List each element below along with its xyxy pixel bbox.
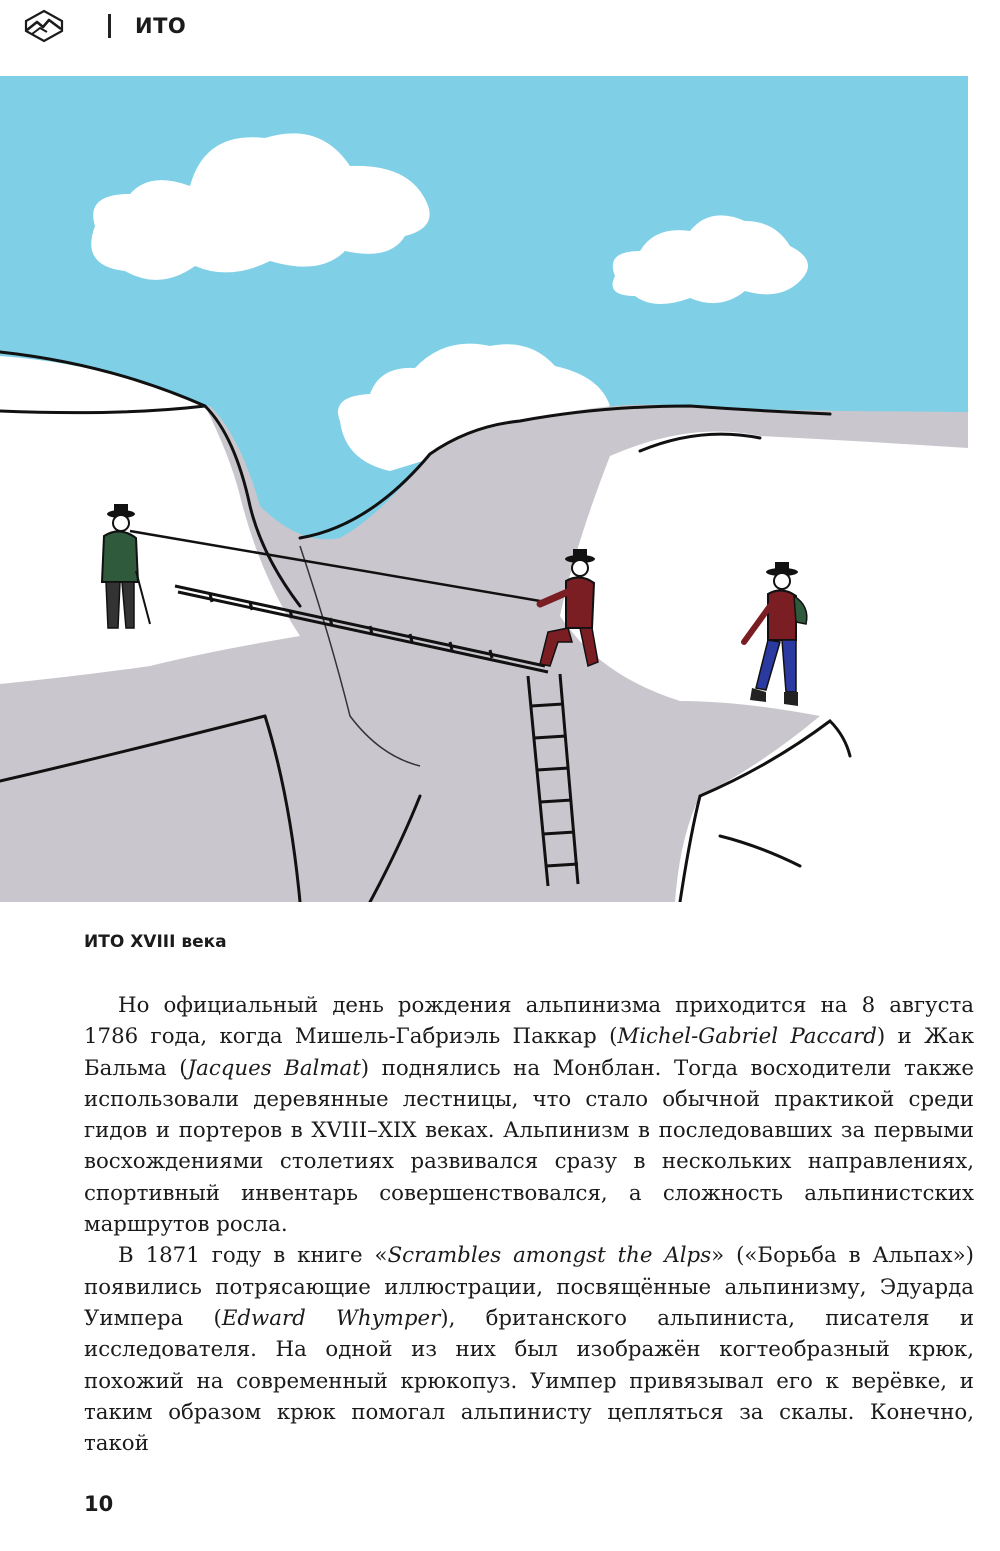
italic-run: Michel-Gabriel Paccard [617,1024,877,1050]
page-header [24,8,186,44]
illustration-climbers [0,76,968,902]
mountain-logo-icon [24,9,64,43]
italic-run: Scrambles amongst the Alps [387,1243,712,1269]
text-run: ), британского альпиниста, писателя и исследователя. На одной из них был изображён когтеобразный крюк, похожий на современный крюкопуз. Уимпер привязывал его к верёвке, и таким образом крюк помогал альпинисту цепляться за скалы. Конечно, такой [84,1305,975,1457]
header-divider [108,14,111,38]
text-run: ) поднялись на Монблан. Тогда восходители также использовали деревянные лестницы, что стало обычной практикой среди гидов и портеров в XVIII–XIX веках. Альпинизм в последовавших за первыми восхождениями столетиях развивался сразу в нескольких направлениях, спортивный инвентарь совершенствовался, а сложность альпинистских маршрутов росла. [84,1055,975,1238]
figure-caption: ИТО XVIII века [84,932,227,952]
italic-run: Edward Whymper [221,1305,441,1331]
text-run: В 1871 году в книге « [118,1243,388,1269]
paragraph [84,1240,974,1459]
italic-run: Jacques Balmat [187,1055,361,1081]
paragraph [84,990,974,1240]
body-text [84,990,974,1459]
text-run: » («Борьба в Альпах») появились потрясающие иллюстрации, посвящённые альпинизму, Эдуарда Уимпера ( [84,1243,974,1331]
text-run: Но официальный день рождения альпинизма приходится на 8 августа 1786 года, когда Мишель-Габриэль Паккар ( [84,993,974,1050]
text-run: ) и Жак Бальма ( [84,1024,975,1081]
section-title: ИТО [135,14,187,38]
page-number: 10 [84,1492,114,1516]
